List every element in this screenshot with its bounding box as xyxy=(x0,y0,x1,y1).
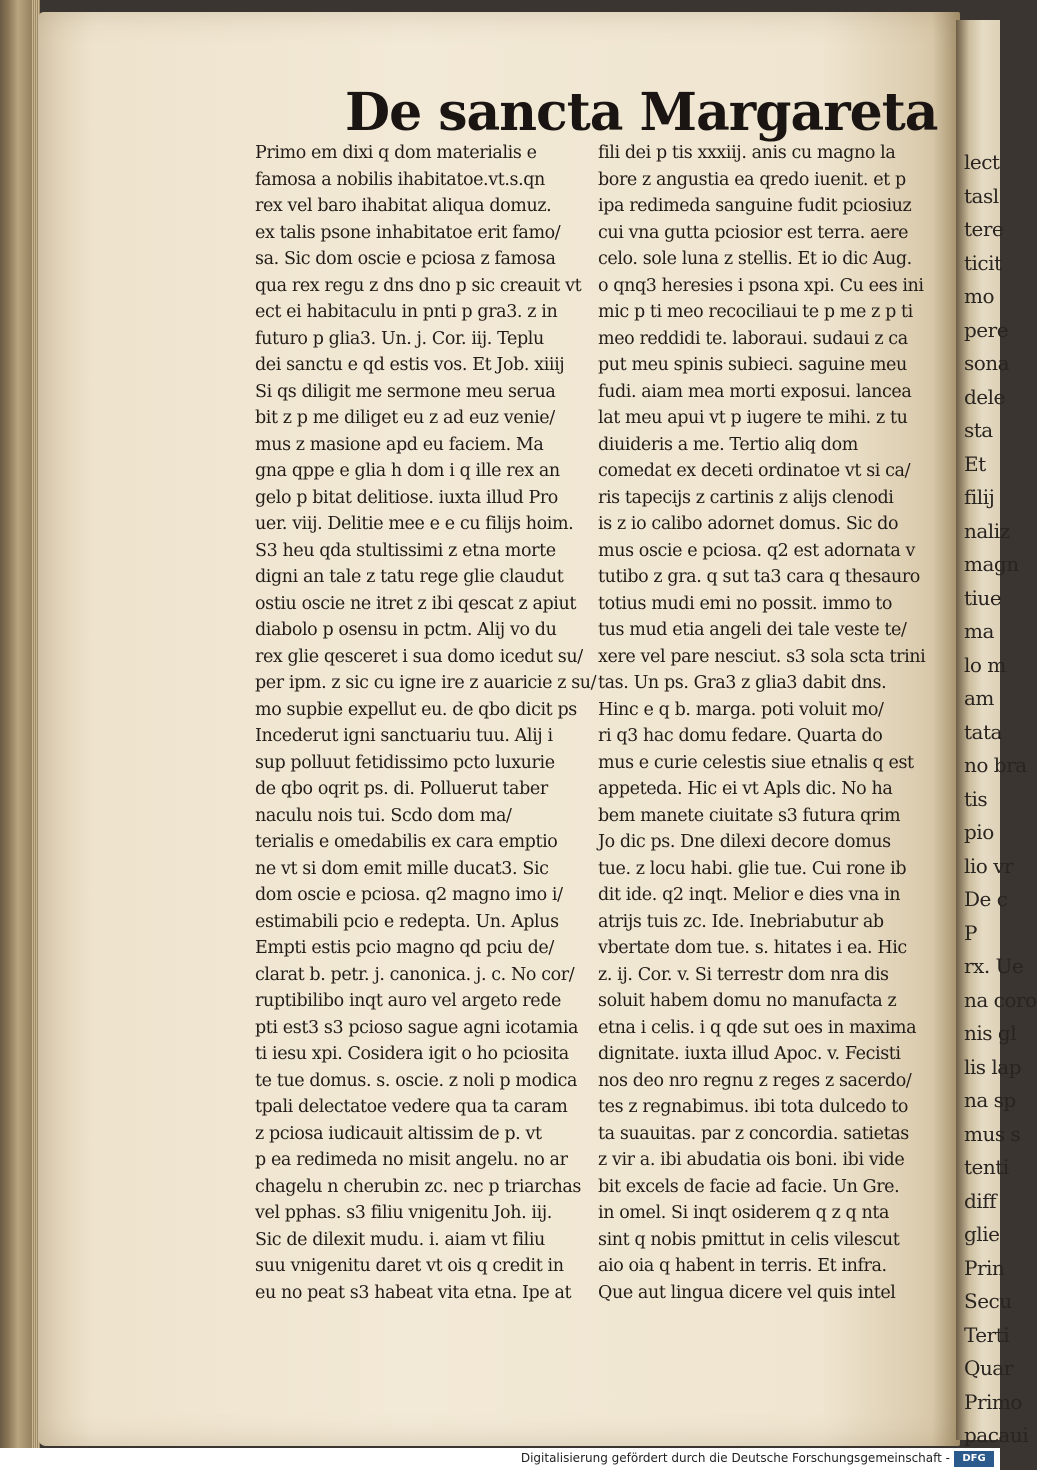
facing-page-text: no bra xyxy=(964,753,1027,777)
text-line: Hinc e q b. marga. poti voluit mo/ xyxy=(598,699,884,720)
text-line: Jo dic ps. Dne dilexi decore domus xyxy=(598,832,891,852)
footer-bar xyxy=(0,1448,1000,1470)
text-line: bit z p me diliget eu z ad euz venie/ xyxy=(255,408,555,428)
facing-page-text: lo m xyxy=(964,652,1006,677)
facing-page-text: Prin xyxy=(964,1255,1005,1280)
text-line: ex talis psone inhabitatoe erit famo/ xyxy=(255,222,561,243)
book-edge-left xyxy=(0,0,40,1448)
text-line: z pciosa iudicauit altissim de p. vt xyxy=(255,1123,542,1144)
text-line: p ea redimeda no misit angelu. no ar xyxy=(255,1150,568,1170)
text-line: fudi. aiam mea morti exposui. lancea xyxy=(598,381,912,402)
facing-page-text: nis gl xyxy=(964,1021,1017,1045)
facing-page-text: dele xyxy=(964,384,1005,409)
text-line: tue. z locu habi. glie tue. Cui rone ib xyxy=(598,858,907,879)
text-line: estimabili pcio e redepta. Un. Aplus xyxy=(255,911,559,932)
text-line: digni an tale z tatu rege glie claudut xyxy=(255,567,564,587)
facing-page-text: pio xyxy=(964,820,994,844)
facing-page-text: diff xyxy=(964,1188,997,1213)
facing-page-text: tenti xyxy=(964,1155,1009,1179)
text-line: chagelu n cherubin zc. nec p triarchas xyxy=(255,1176,582,1197)
dfg-logo-icon: DFG xyxy=(954,1451,994,1467)
text-line: o qnq3 heresies i psona xpi. Cu ees ini xyxy=(598,275,924,296)
facing-page-text: rx. Ue xyxy=(964,954,1024,978)
text-line: ri q3 hac domu fedare. Quarta do xyxy=(598,726,883,746)
facing-page-text: na sp xyxy=(964,1088,1016,1112)
text-line: ect ei habitaculu in pnti p gra3. z in xyxy=(255,302,558,322)
facing-page-text: magn xyxy=(964,552,1019,576)
text-line: bit excels de facie ad facie. Un Gre. xyxy=(598,1176,900,1197)
text-line: nos deo nro regnu z reges z sacerdo/ xyxy=(598,1070,912,1091)
text-line: ta suauitas. par z concordia. satietas xyxy=(598,1123,909,1144)
facing-page-text: glie xyxy=(964,1222,1000,1246)
text-line: famosa a nobilis ihabitatoe.vt.s.qn xyxy=(255,169,545,190)
facing-page-fragment xyxy=(956,20,1037,1447)
text-line: pti est3 s3 pcioso sague agni icotamia xyxy=(255,1017,579,1038)
text-line: tutibo z gra. q sut ta3 cara q thesauro xyxy=(598,567,920,587)
text-line: rex vel baro ihabitat aliqua domuz. xyxy=(255,196,552,216)
text-line: Si qs diligit me sermone meu serua xyxy=(255,381,556,402)
text-line: aio oia q habent in terris. Et infra. xyxy=(598,1256,887,1276)
text-line: xere vel pare nesciut. s3 sola scta trini xyxy=(598,646,926,667)
text-line: tes z regnabimus. ibi tota dulcedo to xyxy=(598,1097,908,1117)
text-line: dit ide. q2 inqt. Melior e dies vna in xyxy=(598,885,901,905)
text-line: celo. sole luna z stellis. Et io dic Aug. xyxy=(598,249,912,269)
text-line: dom oscie e pciosa. q2 magno imo i/ xyxy=(255,885,563,905)
text-line: gelo p bitat delitiose. iuxta illud Pro xyxy=(255,487,558,508)
text-line: gna qppe e glia h dom i q ille rex an xyxy=(255,461,560,481)
text-line: Sic de dilexit mudu. i. aiam vt filiu xyxy=(255,1229,545,1250)
facing-page-text: mus s xyxy=(964,1121,1021,1146)
text-line: lat meu apui vt p iugere te mihi. z tu xyxy=(598,408,908,428)
text-line: cui vna gutta pciosior est terra. aere xyxy=(598,222,909,243)
text-line: bore z angustia ea qredo iuenit. et p xyxy=(598,169,906,190)
text-line: tpali delectatoe vedere qua ta caram xyxy=(255,1097,568,1117)
facing-page-text: sta xyxy=(964,418,993,442)
text-line: ti iesu xpi. Cosidera igit o ho pciosita xyxy=(255,1044,569,1064)
text-line: uer. viij. Delitie mee e e cu filijs hoim. xyxy=(255,514,574,534)
text-line: mic p ti meo recociliaui te p me z p ti xyxy=(598,302,913,322)
text-line: dignitate. iuxta illud Apoc. v. Fecisti xyxy=(598,1044,901,1064)
facing-page-text: lis lap xyxy=(964,1054,1022,1079)
text-line: sa. Sic dom oscie e pciosa z famosa xyxy=(255,249,556,269)
text-line: diuideris a me. Tertio aliq dom xyxy=(598,434,858,455)
facing-page-text: pere xyxy=(964,317,1009,342)
text-line: atrijs tuis zc. Ide. Inebriabutur ab xyxy=(598,911,884,932)
text-line: naculu nois tui. Scdo dom ma/ xyxy=(255,805,512,826)
text-line: is z io calibo adornet domus. Sic do xyxy=(598,514,899,534)
text-line: de qbo oqrit ps. di. Polluerut taber xyxy=(255,779,548,799)
page-heading: De sancta Margareta xyxy=(345,82,938,143)
facing-page-text: pacaui xyxy=(964,1423,1029,1447)
text-line: Empti estis pcio magno qd pciu de/ xyxy=(255,938,554,958)
facing-page-text: Et xyxy=(964,451,986,476)
facing-page-text: am xyxy=(964,686,994,710)
text-line: sup polluut fetidissimo pcto luxurie xyxy=(255,752,555,773)
text-line: ipa redimeda sanguine fudit pciosiuz xyxy=(598,196,912,216)
facing-page-text: Secu xyxy=(964,1289,1012,1313)
facing-page-text: tis xyxy=(964,786,988,811)
text-line: ruptibilibo inqt auro vel argeto rede xyxy=(255,991,561,1011)
facing-page-text: ma xyxy=(964,619,994,643)
text-line: mus e curie celestis siue etnalis q est xyxy=(598,752,914,773)
text-line: ne vt si dom emit mille ducat3. Sic xyxy=(255,858,549,879)
text-line: clarat b. petr. j. canonica. j. c. No cor/ xyxy=(255,964,575,985)
text-line: suu vnigenitu daret vt ois q credit in xyxy=(255,1256,564,1276)
text-line: mus oscie e pciosa. q2 est adornata v xyxy=(598,540,916,561)
facing-page-text: naliz xyxy=(964,518,1010,543)
facing-page-text: lio vr xyxy=(964,853,1014,878)
text-line: soluit habem domu no manufacta z xyxy=(598,991,897,1011)
facing-page-text: tasl xyxy=(964,183,999,208)
text-line: dei sanctu e qd estis vos. Et Job. xiiij xyxy=(255,355,565,375)
facing-page-text: Quar xyxy=(964,1356,1013,1380)
facing-page-text: filij xyxy=(964,485,995,509)
facing-page-text: P xyxy=(964,920,977,945)
text-line: mo supbie expellut eu. de qbo dicit ps xyxy=(255,699,577,720)
facing-page-text: tiue xyxy=(964,585,1002,610)
text-line: in omel. Si inqt osiderem q z q nta xyxy=(598,1203,890,1223)
text-line: diabolo p osensu in pctm. Alij vo du xyxy=(255,620,557,640)
facing-page-text: na coro xyxy=(964,987,1037,1012)
text-line: meo reddidi te. laboraui. sudaui z ca xyxy=(598,328,908,349)
text-line: z. ij. Cor. v. Si terrestr dom nra dis xyxy=(598,964,889,985)
text-line: S3 heu qda stultissimi z etna morte xyxy=(255,540,556,561)
text-column-right xyxy=(598,140,943,1306)
text-line: mus z masione apd eu faciem. Ma xyxy=(255,434,544,455)
text-line: futuro p glia3. Un. j. Cor. iij. Teplu xyxy=(255,328,544,349)
facing-page-text: sona xyxy=(964,351,1010,375)
text-line: appeteda. Hic ei vt Apls dic. No ha xyxy=(598,779,893,799)
text-line: Primo em dixi q dom materialis e xyxy=(255,143,537,163)
text-line: vel pphas. s3 filiu vnigenitu Joh. iij. xyxy=(255,1203,552,1223)
facing-page-text: Primo xyxy=(964,1389,1022,1414)
text-line: sint q nobis pmittut in celis vilescut xyxy=(598,1229,900,1250)
text-line: ostiu oscie ne itret z ibi qescat z apiut xyxy=(255,593,576,614)
text-line: tas. Un ps. Gra3 z glia3 dabit dns. xyxy=(598,673,887,693)
text-line: put meu spinis subieci. saguine meu xyxy=(598,355,907,375)
text-line: fili dei p tis xxxiij. anis cu magno la xyxy=(598,143,896,163)
text-line: rex glie qesceret i sua domo icedut su/ xyxy=(255,646,583,667)
footer-credit: Digitalisierung gefördert durch die Deutsche Forschungsgemeinschaft - xyxy=(520,1451,950,1465)
text-line: Incederut igni sanctuariu tuu. Alij i xyxy=(255,726,553,746)
text-line: z vir a. ibi abudatia ois boni. ibi vide xyxy=(598,1150,905,1170)
facing-page-text: De c xyxy=(964,887,1008,911)
facing-page-text: lect xyxy=(964,150,1000,174)
facing-page-text: mo xyxy=(964,284,995,308)
facing-page-text: ticit xyxy=(964,250,1002,275)
text-line: bem manete ciuitate s3 futura qrim xyxy=(598,805,901,826)
facing-page-text: tata xyxy=(964,719,1002,744)
text-line: ris tapecijs z cartinis z alijs clenodi xyxy=(598,487,894,508)
text-line: eu no peat s3 habeat vita etna. Ipe at xyxy=(255,1282,572,1303)
text-line: Que aut lingua dicere vel quis intel xyxy=(598,1282,896,1303)
text-line: per ipm. z sic cu igne ire z auaricie z su/ xyxy=(255,673,597,693)
text-line: etna i celis. i q qde sut oes in maxima xyxy=(598,1017,917,1038)
facing-page-text: Terti xyxy=(964,1322,1010,1347)
text-line: vbertate dom tue. s. hitates i ea. Hic xyxy=(598,938,907,958)
text-line: totius mudi emi no possit. immo to xyxy=(598,593,893,614)
text-line: terialis e omedabilis ex cara emptio xyxy=(255,832,558,852)
text-line: qua rex regu z dns dno p sic creauit vt xyxy=(255,275,582,296)
text-column-left xyxy=(255,140,600,1306)
text-line: tus mud etia angeli dei tale veste te/ xyxy=(598,620,907,640)
text-line: te tue domus. s. oscie. z noli p modica xyxy=(255,1070,578,1091)
facing-page-text: tere xyxy=(964,217,1004,241)
text-line: comedat ex deceti ordinatoe vt si ca/ xyxy=(598,461,911,481)
